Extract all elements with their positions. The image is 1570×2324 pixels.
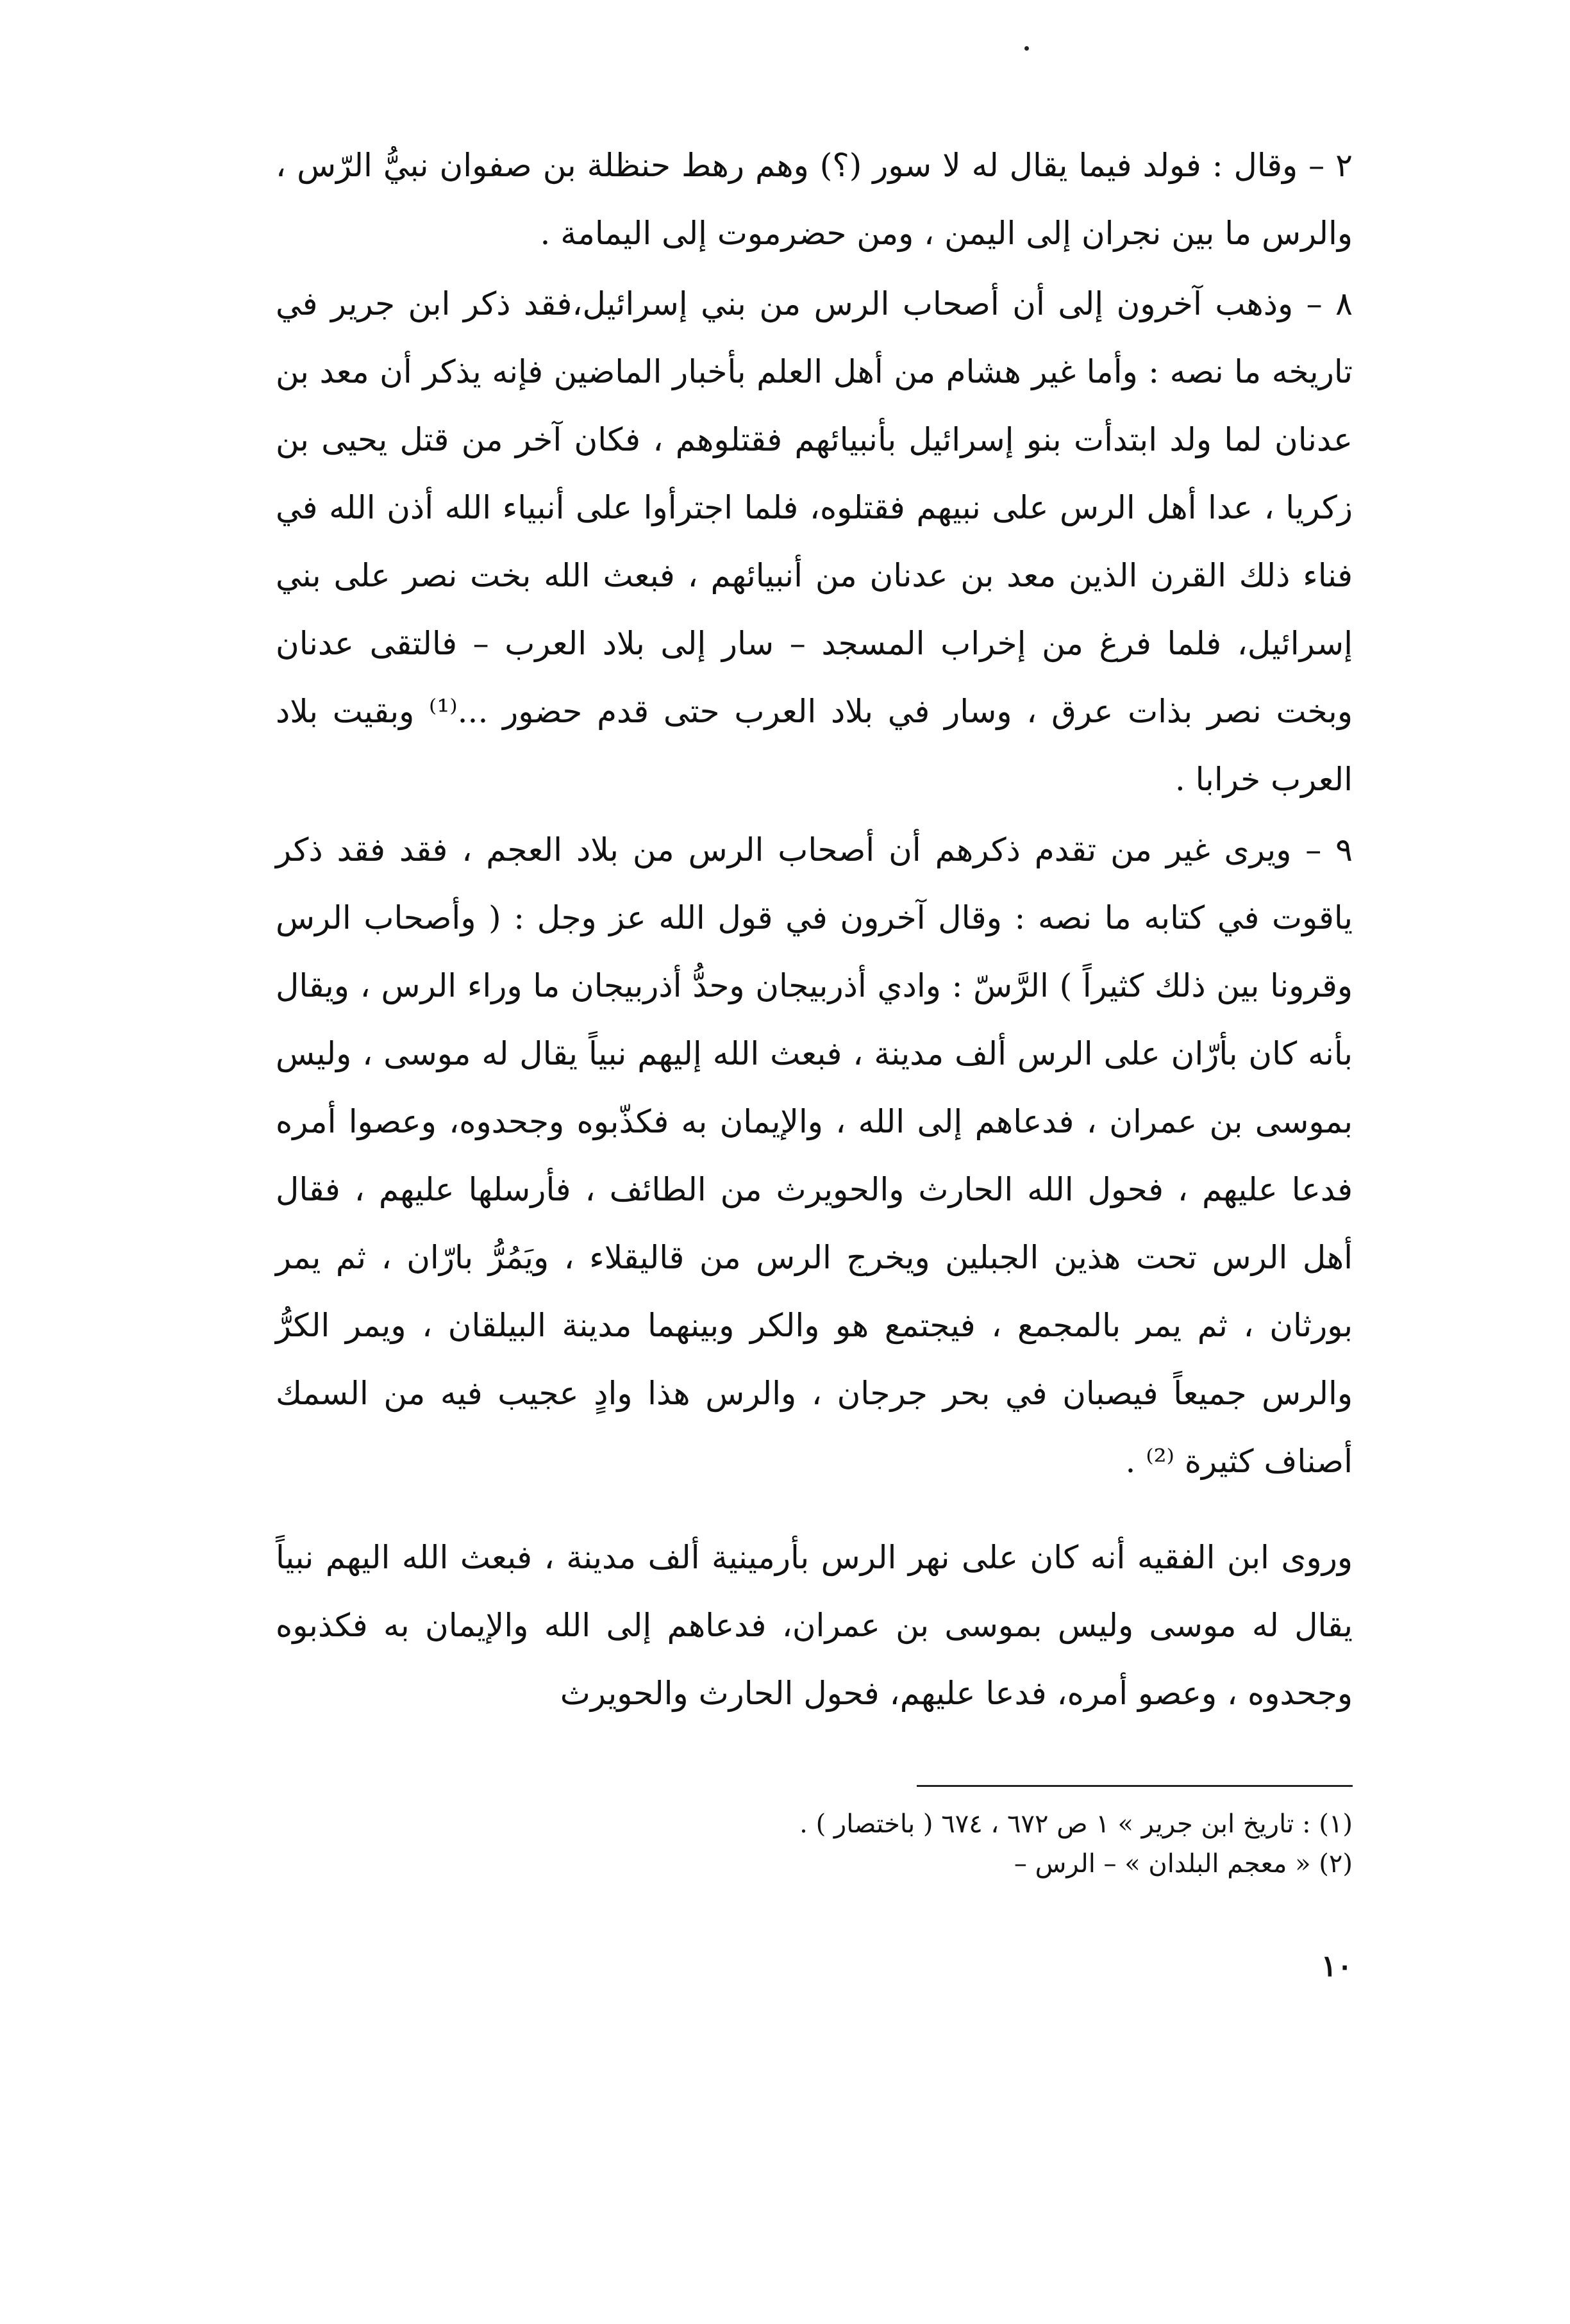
ink-dot — [1024, 46, 1029, 51]
paragraph-9: ٩ – ويرى غير من تقدم ذكرهم أن أصحاب الرس من بلاد العجم ، فقد فقد ذكر ياقوت في كتابه ما نصه : وقال آخرون في قول الله عز وجل : ( وأصحاب الرس وقرونا بين ذلك كثيراً ) الرَّسّ : وادي أذربيجان وحدُّ أذربيجان ما وراء الرس ، ويقال بأنه كان بأرّان على الرس ألف مدينة ، فبعث الله إليهم نبياً يقال له موسى ، وليس بموسى بن عمران ، فدعاهم إلى الله ، والإيمان به فكذّبوه وجحدوه، وعصوا أمره فدعا عليهم ، فحول الله الحارث والحويرث من الطائف ، فأرسلها عليهم ، فقال أهل الرس تحت هذين الجبلين ويخرج الرس من قاليقلاء ، ويَمُرُّ بارّان ، ثم يمر بورثان ، ثم يمر بالمجمع ، فيجتمع هو والكر وبينهما مدينة البيلقان ، ويمر الكرُّ والرس جميعاً فيصبان في بحر جرجان ، والرس هذا وادٍ عجيب فيه من السمك أصناف كثيرة ⁽²⁾ . — [276, 831, 1353, 1480]
paragraph-2: ٢ – وقال : فولد فيما يقال له لا سور (؟) وهم رهط حنظلة بن صفوان نبيُّ الرّس ، والرس ما بين نجران إلى اليمن ، ومن حضرموت إلى اليمامة . — [276, 147, 1353, 252]
page-number: ١٠ — [1321, 1948, 1353, 1983]
footnote-separator — [917, 1785, 1353, 1787]
paragraph-8: ٨ – وذهب آخرون إلى أن أصحاب الرس من بني إسرائيل،فقد ذكر ابن جرير في تاريخه ما نصه : وأما غير هشام من أهل العلم بأخبار الماضين فإنه يذكر أن معد بن عدنان لما ولد ابتدأت بنو إسرائيل بأنبيائهم فقتلوهم ، فكان آخر من قتل يحيى بن زكريا ، عدا أهل الرس على نبيهم فقتلوه، فلما اجترأوا على أنبياء الله أذن الله في فناء ذلك القرن الذين معد بن عدنان من أنبيائهم ، فبعث الله بخت نصر على بني إسرائيل، فلما فرغ من إخراب المسجد – سار إلى بلاد العرب – فالتقى عدنان وبخت نصر بذات عرق ، وسار في بلاد العرب حتى قدم حضور ...⁽¹⁾ وبقيت بلاد العرب خرابا . — [276, 285, 1353, 798]
footnote-1: (١) : تاريخ ابن جرير » ١ ص ٦٧٢ ، ٦٧٤ ( باختصار ) . — [799, 1809, 1353, 1839]
footnote-2: (٢) « معجم البلدان » – الرس – — [1014, 1849, 1353, 1879]
main-text — [276, 131, 1353, 1727]
paragraph-ibn-al-faqih: وروى ابن الفقيه أنه كان على نهر الرس بأرمينية ألف مدينة ، فبعث الله اليهم نبياً يقال له موسى وليس بموسى بن عمران، فدعاهم إلى الله والإيمان به فكذبوه وجحدوه ، وعصو أمره، فدعا عليهم، فحول الحارث والحويرث — [276, 1539, 1353, 1712]
footnotes — [276, 1804, 1353, 1884]
